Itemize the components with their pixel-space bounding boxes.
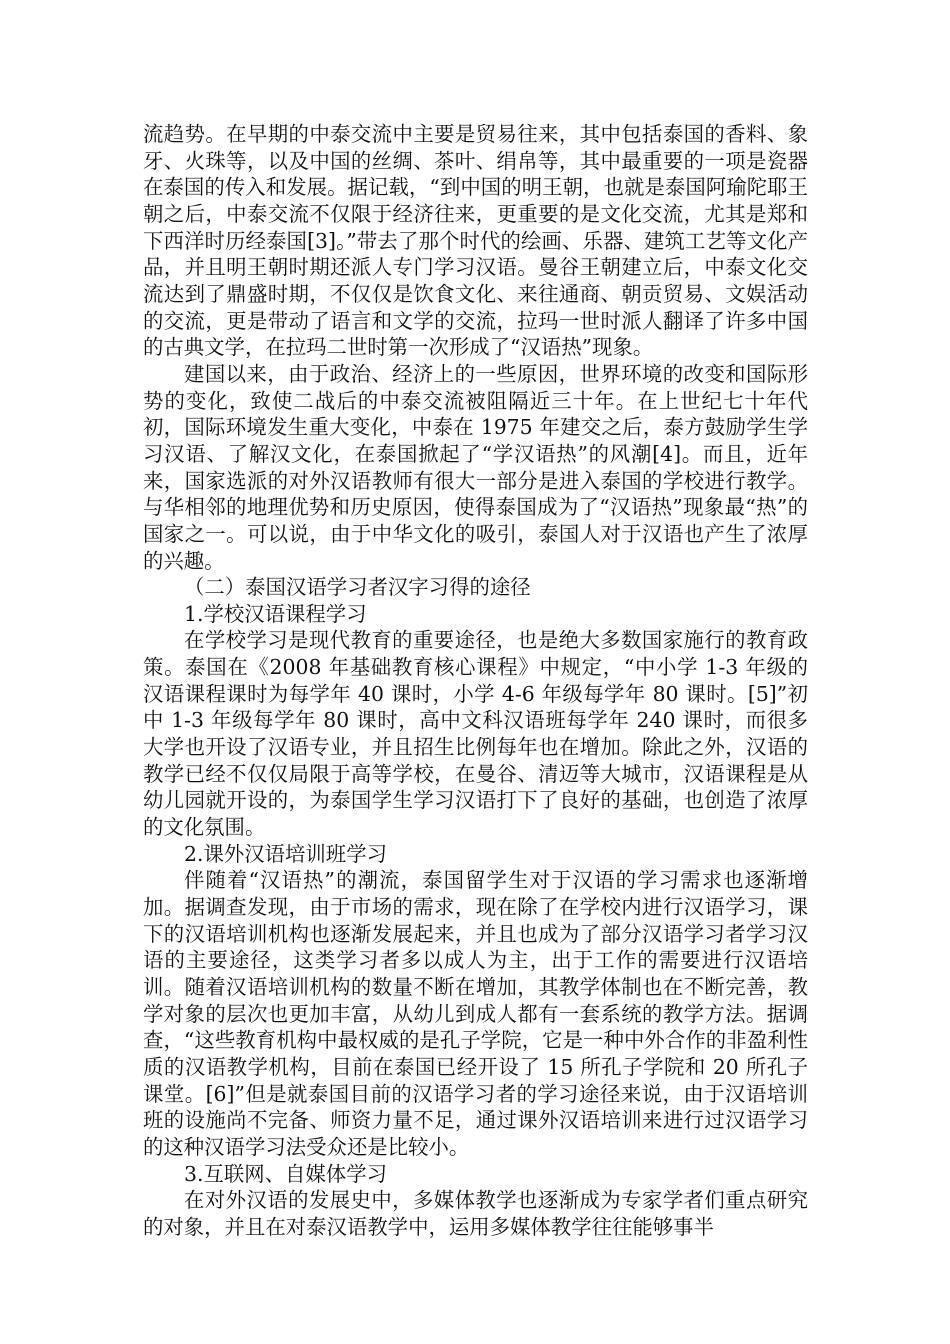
body-paragraph: 建国以来，由于政治、经济上的一些原因，世界环境的改变和国际形势的变化，致使二战后的中泰交流被阻隔近三十年。在上世纪七十年代初，国际环境发生重大变化，中泰在 1975 年建交之后，泰方鼓励学生学习汉语、了解汉文化，在泰国掀起了“学汉语热”的风潮[4]。而且，近年来，国家选派的对外汉语教师有很大一部分是进入泰国的学校进行教学。与华相邻的地理优势和历史原因，使得泰国成为了“汉语热”现象最“热”的国家之一。可以说，由于中华文化的吸引，泰国人对于汉语也产生了浓厚的兴趣。 — [143, 361, 808, 573]
body-paragraph: 在对外汉语的发展史中，多媒体教学也逐渐成为专家学者们重点研究的对象，并且在对泰汉语教学中，运用多媒体教学往往能够事半 — [143, 1188, 808, 1239]
document-page — [143, 121, 808, 1241]
subsection-heading: 1.学校汉语课程学习 — [184, 601, 367, 626]
subsection-heading: 2.课外汉语培训班学习 — [184, 841, 387, 866]
section-heading: （二）泰国汉语学习者汉字习得的途径 — [184, 575, 531, 600]
body-paragraph: 伴随着“汉语热”的潮流，泰国留学生对于汉语的学习需求也逐渐增加。据调查发现，由于市场的需求，现在除了在学校内进行汉语学习，课下的汉语培训机构也逐渐发展起来，并且也成为了部分汉语学习者学习汉语的主要途径，这类学习者多以成人为主，出于工作的需要进行汉语培训。随着汉语培训机构的数量不断在增加，其教学体制也在不断完善，教学对象的层次也更加丰富，从幼儿到成人都有一套系统的教学方法。据调查，“这些教育机构中最权威的是孔子学院，它是一种中外合作的非盈利性质的汉语教学机构，目前在泰国已经开设了 15 所孔子学院和 20 所孔子课堂。[6]”但是就泰国目前的汉语学习者的学习途径来说，由于汉语培训班的设施尚不完备、师资力量不足，通过课外汉语培训来进行过汉语学习的这种汉语学习法受众还是比较小。 — [143, 868, 808, 1159]
body-paragraph: 在学校学习是现代教育的重要途径，也是绝大多数国家施行的教育政策。泰国在《2008 年基础教育核心课程》中规定，“中小学 1-3 年级的汉语课程课时为每学年 40 课时，小学 4-6 年级每学年 80 课时。[5]”初中 1-3 年级每学年 80 课时，高中文科汉语班每学年 240 课时，而很多大学也开设了汉语专业，并且招生比例每年也在增加。除此之外，汉语的教学已经不仅仅局限于高等学校，在曼谷、清迈等大城市，汉语课程是从幼儿园就开设的，为泰国学生学习汉语打下了良好的基础，也创造了浓厚的文化氛围。 — [143, 628, 808, 840]
body-paragraph: 流趋势。在早期的中泰交流中主要是贸易往来，其中包括泰国的香料、象牙、火珠等，以及中国的丝绸、茶叶、绢帛等，其中最重要的一项是瓷器在泰国的传入和发展。据记载，“到中国的明王朝，也就是泰国阿瑜陀耶王朝之后，中泰交流不仅限于经济往来，更重要的是文化交流，尤其是郑和下西洋时历经泰国[3]。”带去了那个时代的绘画、乐器、建筑工艺等文化产品，并且明王朝时期还派人专门学习汉语。曼谷王朝建立后，中泰文化交流达到了鼎盛时期，不仅仅是饮食文化、来往通商、朝贡贸易、文娱活动的交流，更是带动了语言和文学的交流，拉玛一世时派人翻译了许多中国的古典文学，在拉玛二世时第一次形成了“汉语热”现象。 — [143, 122, 808, 360]
subsection-heading: 3.互联网、自媒体学习 — [184, 1161, 387, 1186]
